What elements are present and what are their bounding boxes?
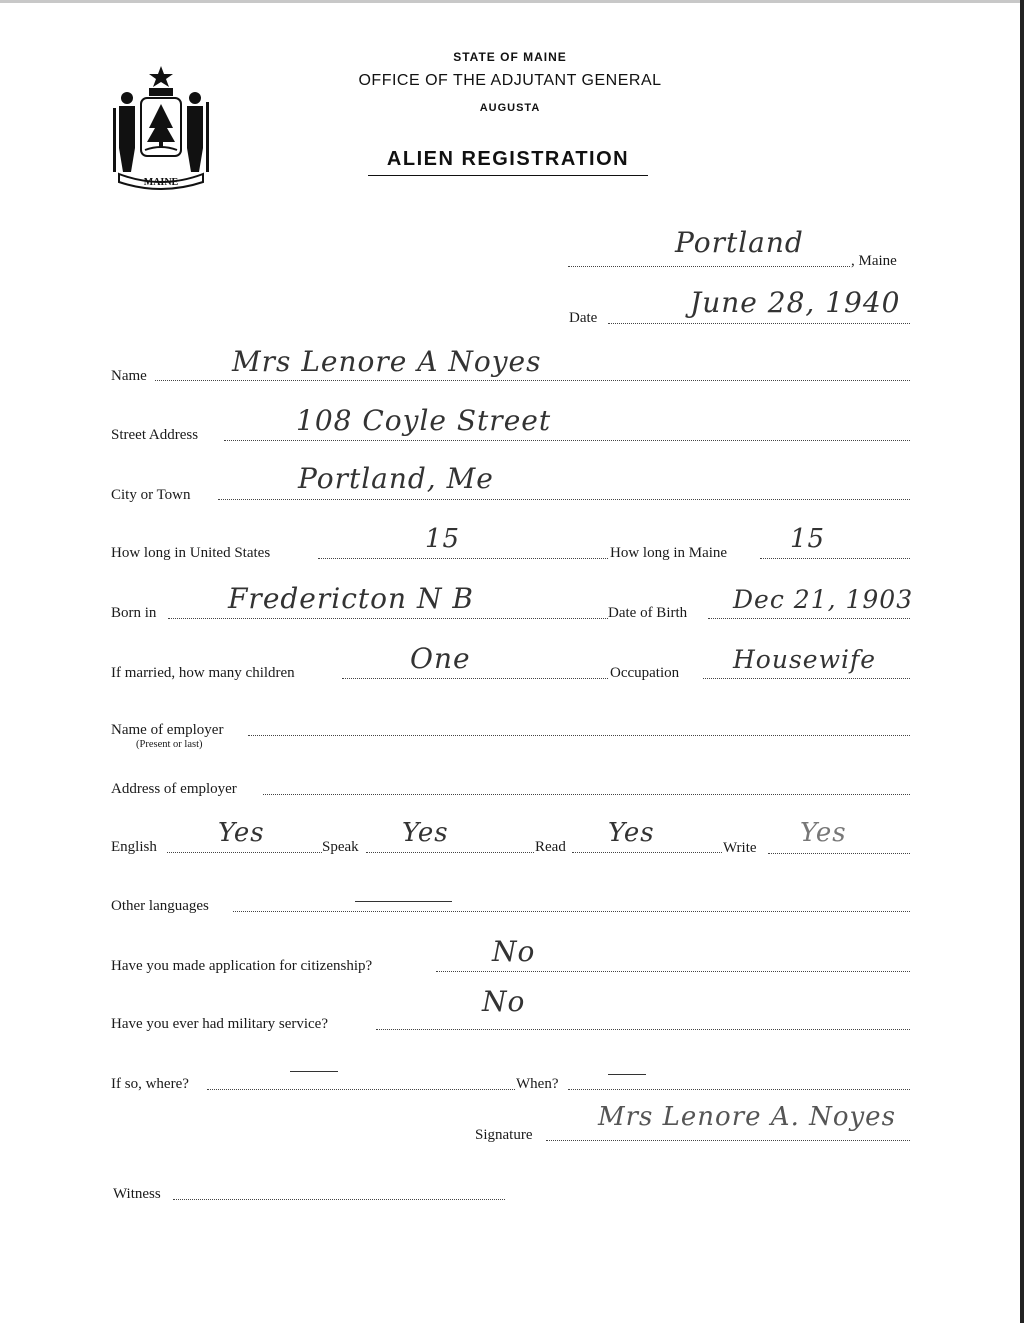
maine-state-seal [105,62,217,190]
occupation-dotted-line [703,678,910,679]
write-dotted-line [768,853,910,854]
born-label: Born in [111,605,157,621]
when-label: When? [516,1076,559,1092]
name-handwritten: Mrs Lenore A Noyes [232,345,542,378]
scan-right-edge [1020,0,1024,1323]
us-dotted-line [318,558,608,559]
speak-label: Speak [322,839,359,855]
us-label: How long in United States [111,545,271,561]
street-label: Street Address [111,427,199,443]
citizenship-label: Have you made application for citizenship? [111,958,373,974]
form-title-underline [368,175,648,176]
city-handwritten: Portland, Me [298,462,494,495]
dob-label: Date of Birth [608,605,688,621]
city-dotted-line [218,499,910,500]
witness-label: Witness [113,1186,161,1202]
date-label: Date [569,310,598,326]
where-label: If so, where? [111,1076,189,1092]
speak-handwritten: Yes [402,818,449,848]
children-handwritten: One [410,642,471,675]
when-dash [608,1074,646,1075]
where-dash [290,1071,338,1072]
military-dotted-line [376,1029,910,1030]
english-label: English [111,839,157,855]
employer-label: Name of employer [111,722,224,738]
other-languages-label: Other languages [111,898,209,914]
header-office: OFFICE OF THE ADJUTANT GENERAL [358,72,662,89]
born-dotted-line [168,618,608,619]
children-label: If married, how many children [111,665,295,681]
read-dotted-line [572,852,722,853]
signature-label: Signature [475,1127,533,1143]
town-suffix-label: , Maine [851,253,897,269]
street-dotted-line [224,440,910,441]
header-state: STATE OF MAINE [453,50,567,64]
military-label: Have you ever had military service? [111,1016,328,1032]
read-label: Read [535,839,566,855]
speak-dotted-line [366,852,534,853]
employer-address-label: Address of employer [111,781,237,797]
citizenship-handwritten: No [492,935,536,968]
occupation-handwritten: Housewife [733,645,877,674]
born-handwritten: Fredericton N B [228,582,474,615]
scan-top-edge [0,0,1024,3]
date-dotted-line [608,323,910,324]
employer-dotted-line [248,735,910,736]
write-label: Write [723,840,757,856]
us-handwritten: 15 [425,524,461,554]
date-handwritten: June 28, 1940 [690,286,901,319]
signature-dotted-line [546,1140,910,1141]
name-label: Name [111,368,147,384]
dob-dotted-line [708,618,910,619]
maine-handwritten: 15 [790,524,826,554]
when-dotted-line [568,1089,910,1090]
town-handwritten: Portland [675,226,804,259]
military-handwritten: No [482,985,526,1018]
occupation-label: Occupation [610,665,680,681]
employer-address-dotted-line [263,794,910,795]
where-dotted-line [207,1089,515,1090]
signature-handwritten: Mrs Lenore A. Noyes [598,1102,896,1132]
write-handwritten: Yes [800,818,847,848]
english-handwritten: Yes [218,818,265,848]
city-label: City or Town [111,487,191,503]
header-city: AUGUSTA [479,102,541,114]
read-handwritten: Yes [608,818,655,848]
employer-sublabel: (Present or last) [136,739,203,750]
street-handwritten: 108 Coyle Street [296,404,552,437]
name-dotted-line [155,380,910,381]
children-dotted-line [342,678,608,679]
maine-label: How long in Maine [610,545,728,561]
maine-dotted-line [760,558,910,559]
english-dotted-line [167,852,322,853]
citizenship-dotted-line [436,971,910,972]
witness-dotted-line [173,1199,505,1200]
form-title: ALIEN REGISTRATION [386,148,630,170]
town-dotted-line [568,266,850,267]
other-languages-dash [355,901,452,902]
dob-handwritten: Dec 21, 1903 [733,585,914,614]
other-languages-dotted-line [233,911,910,912]
seal-label: MAINE [143,177,179,188]
